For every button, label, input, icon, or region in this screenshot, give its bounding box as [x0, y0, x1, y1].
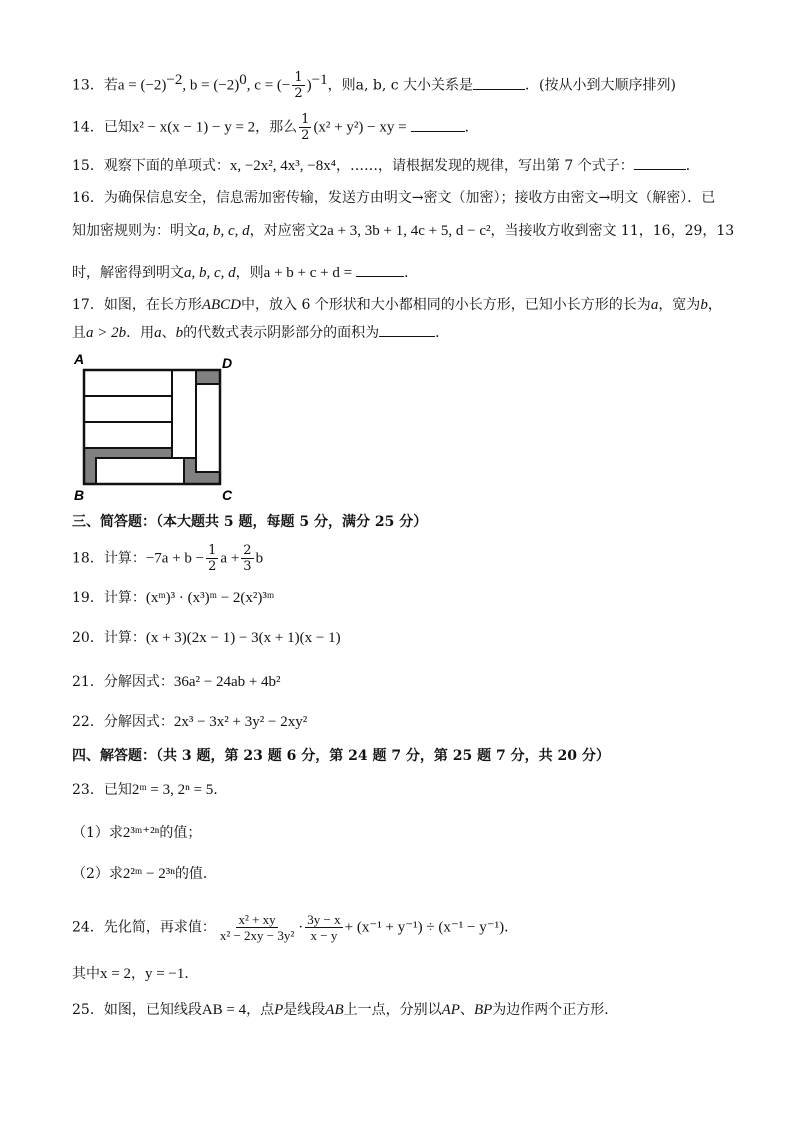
small-rect-5: [196, 384, 220, 472]
label-b: B: [74, 487, 85, 502]
q15-text: 15．观察下面的单项式：: [72, 158, 230, 174]
q15-end: ．: [685, 158, 700, 174]
q16-line2c: ，对应密文: [249, 223, 320, 239]
q22-expr: 2x³ − 3x² + 3y² − 2xy²: [173, 714, 308, 730]
q16-line3c: ，则: [235, 265, 264, 281]
q17-rectangle-figure: [72, 352, 242, 502]
q13-expr-c: , c = (−: [246, 77, 291, 94]
q16-answer-blank[interactable]: [356, 262, 404, 277]
q23-p1a: （1）求: [72, 825, 123, 841]
q17-line2a: 且: [72, 325, 86, 341]
q24-cond-e: ．: [184, 966, 199, 982]
question-17-line2: [72, 322, 449, 343]
q17-line2c: ．用: [126, 325, 155, 341]
q13-expr-a: a = (−2): [117, 77, 167, 94]
question-24-condition: [72, 964, 198, 984]
q24-fraction-2: $\frac{3y - x}{x - y}$: [307, 912, 341, 943]
q24-label: 24．先化简，再求值：: [72, 919, 216, 936]
q13-exp-b: 0: [239, 72, 247, 88]
q15-answer-blank[interactable]: [634, 155, 686, 170]
label-a: A: [74, 352, 85, 367]
q13-exp-c: −1: [311, 72, 328, 88]
question-23-part1: [72, 823, 201, 843]
section-4-title: 四、解答题：（共 3 题，第 23 题 6 分，第 24 题 7 分，第 25 题 7 分，共 20 分）: [72, 748, 610, 764]
q25-g: 上一点，分别以: [343, 1002, 442, 1018]
question-14: [72, 112, 479, 143]
q19-expr: (xᵐ)³ · (x³)ᵐ − 2(x²)³ᵐ: [145, 590, 275, 606]
small-rect-4: [172, 370, 196, 458]
q13-exp-a: −2: [166, 72, 183, 88]
question-24: [72, 912, 518, 943]
q13-answer-blank[interactable]: [473, 75, 525, 90]
q17-line1e: ，宽为: [658, 297, 701, 313]
q16-line3e: ．: [404, 265, 419, 281]
q20-expr: (x + 3)(2x − 1) − 3(x + 1)(x − 1): [145, 630, 341, 646]
q23-label: 23．已知: [72, 782, 132, 798]
q24-cond-a: 其中: [72, 966, 100, 982]
q15-text2: ，……，请根据发现的规律，写出第 7 个式子：: [335, 158, 634, 174]
q17-line1d: a: [650, 297, 659, 313]
q25-j: BP: [473, 1002, 493, 1018]
q23-expr: 2ᵐ = 3, 2ⁿ = 5: [131, 782, 214, 798]
q24-rest: + (x⁻¹ + y⁻¹) ÷ (x⁻¹ − y⁻¹): [344, 919, 505, 936]
question-23-part2: [72, 864, 217, 884]
question-16-line3: [72, 262, 418, 283]
q13-text: ，则a, b, c 大小关系是: [327, 77, 474, 94]
q18-expr2: a +: [220, 550, 240, 567]
q16-line2e: ，当接收方收到密文 11，16，29，13: [490, 223, 735, 239]
q18-fraction-1: $\frac{1}{2}$: [208, 543, 217, 574]
q25-a: 25．如图，已知线段: [72, 1002, 202, 1018]
q21-expr: 36a² − 24ab + 4b²: [173, 674, 281, 690]
question-16-line1: [72, 188, 715, 208]
q23-p2b: 2²ᵐ − 2³ⁿ: [122, 866, 175, 882]
q24-cond-c: ，: [130, 966, 145, 982]
question-18: [72, 543, 263, 574]
q24-end: ．: [504, 919, 519, 936]
question-15: [72, 155, 700, 176]
label-c: C: [222, 487, 233, 502]
q17-line1c: 中，放入 6 个形状和大小都相同的小长方形，已知小长方形的长为: [241, 297, 651, 313]
q20-label: 20．计算：: [72, 630, 146, 646]
q25-f: AB: [325, 1002, 344, 1018]
q18-fraction-2: $\frac{2}{3}$: [243, 543, 252, 574]
q17-line1a: 17．如图，在长方形: [72, 297, 202, 313]
q17-line2d: a: [154, 325, 162, 341]
q16-line2d: 2a + 3, 3b + 1, 4c + 5, d − c²: [319, 223, 491, 239]
q24-fraction-1: $\frac{\text{x² + xy}}{\text{x² − 2xy − 3y²}}$: [219, 912, 295, 943]
q13-fraction: $\frac{1}{2}$: [294, 70, 303, 102]
label-d: D: [222, 355, 233, 371]
q22-label: 22．分解因式：: [72, 714, 174, 730]
q18-expr3: b: [255, 550, 264, 567]
q14-fraction: $\frac{1}{2}$: [301, 112, 310, 143]
q14-mid: ，那么: [255, 119, 298, 136]
q13-end: ．(按从小到大顺序排列): [525, 77, 676, 94]
q14-number: 14．已知: [72, 119, 132, 136]
q16-line3d: a + b + c + d =: [263, 265, 353, 281]
section-3-title: 三、简答题：（本大题共 5 题，每题 5 分，满分 25 分）: [72, 514, 428, 530]
q23-p1c: 的值；: [159, 825, 202, 841]
q17-line1g: ，: [707, 297, 722, 313]
q18-expr1: −7a + b −: [145, 550, 205, 567]
q17-line2e: 、: [161, 325, 176, 341]
question-19: [72, 588, 274, 608]
q17-line1b: ABCD: [201, 297, 241, 313]
question-23: [72, 780, 227, 800]
q17-line2b: a > 2b: [86, 325, 127, 341]
q13-expr-b: , b = (−2): [182, 77, 240, 94]
q25-b: AB = 4: [201, 1002, 247, 1018]
q25-e: 是线段: [283, 1002, 326, 1018]
small-rect-1: [84, 370, 172, 396]
q15-expr: x, −2x², 4x³, −8x⁴: [229, 158, 336, 174]
q25-d: P: [274, 1002, 284, 1018]
q13-expr-c-end: ): [306, 77, 312, 94]
question-20: [72, 628, 341, 648]
q14-end: ．: [464, 119, 479, 136]
q23-p2a: （2）求: [72, 866, 123, 882]
q18-label: 18．计算：: [72, 550, 146, 567]
q16-line3a: 时，解密得到明文: [72, 265, 184, 281]
q14-expr: x² − x(x − 1) − y = 2: [131, 119, 256, 136]
q24-cond-d: y = −1: [144, 966, 185, 982]
q14-answer-blank[interactable]: [411, 117, 465, 132]
q19-label: 19．计算：: [72, 590, 146, 606]
q17-line2g: 的代数式表示阴影部分的面积为: [183, 325, 380, 341]
small-rect-3: [84, 422, 172, 448]
question-22: [72, 712, 307, 732]
q25-k: 为边作两个正方形．: [492, 1002, 619, 1018]
q25-c: ，点: [246, 1002, 275, 1018]
question-13: [72, 70, 676, 101]
q16-line2a: 知加密规则为：明文: [72, 223, 198, 239]
q25-i: 、: [459, 1002, 474, 1018]
q16-line1: 16．为确保信息安全，信息需加密传输，发送方由明文→密文（加密）；接收方由密文→明文（解密）．已: [72, 190, 716, 206]
q25-h: AP: [441, 1002, 460, 1018]
q17-line2f: b: [175, 325, 184, 341]
question-25: [72, 1000, 618, 1020]
q23-end: ．: [213, 782, 228, 798]
q21-label: 21．分解因式：: [72, 674, 174, 690]
q17-line1f: b: [700, 297, 708, 313]
q17-line2h: ．: [435, 325, 450, 341]
q17-answer-blank[interactable]: [379, 322, 435, 337]
question-17-line1: [72, 295, 722, 315]
question-21: [72, 672, 281, 692]
q16-line3b: a, b, c, d: [184, 265, 236, 281]
q16-line2b: a, b, c, d: [198, 223, 250, 239]
q24-cond-b: x = 2: [100, 966, 131, 982]
small-rect-6: [96, 458, 184, 484]
small-rect-2: [84, 396, 172, 422]
q14-expr2: (x² + y²) − xy =: [313, 119, 407, 136]
q13-number: 13．若: [72, 77, 118, 94]
question-16-line2: [72, 221, 734, 241]
q23-p1b: 2³ᵐ⁺²ⁿ: [122, 825, 160, 841]
q24-dot: ·: [298, 919, 304, 936]
q23-p2c: 的值．: [174, 866, 217, 882]
